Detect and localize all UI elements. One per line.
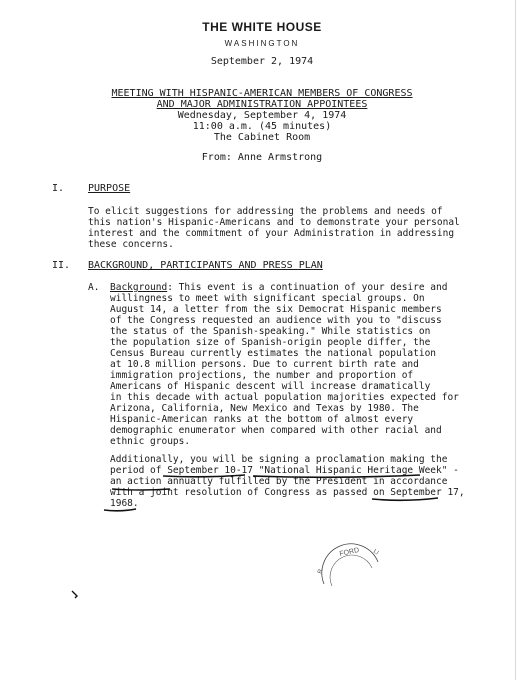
purpose-line: these concerns. — [88, 239, 174, 250]
meeting-day: Wednesday, September 4, 1974 — [177, 110, 347, 121]
background-line: at 10.8 million persons. Due to current birth rate and — [110, 359, 419, 370]
background-line: ethnic groups. — [110, 436, 191, 447]
underline-heritage-week — [253, 475, 420, 477]
stamp-text-top: FORD — [338, 546, 360, 558]
item-letter: A. — [88, 282, 100, 293]
section-2-heading: BACKGROUND, PARTICIPANTS AND PRESS PLAN — [88, 260, 323, 271]
underline-september-10-17 — [163, 475, 245, 477]
background-line: Census Bureau currently estimates the national population — [110, 348, 437, 359]
background-line: Americans of Hispanic descent will increase dramatically — [110, 381, 431, 392]
stamp-text-left: R. — [317, 566, 325, 575]
underline-september-17 — [372, 498, 438, 500]
section-1-number: I. — [52, 183, 65, 194]
purpose-line: To elicit suggestions for addressing the problems and needs of — [88, 206, 443, 217]
additionally-line: with a joint resolution of Congress as passed on September 17, — [110, 487, 465, 498]
meeting-title-line-1: MEETING WITH HISPANIC-AMERICAN MEMBERS OF CONGRESS — [111, 88, 413, 99]
background-line: the population size of Spanish-origin people differ, the — [110, 337, 431, 348]
library-stamp — [316, 538, 386, 606]
meeting-room: The Cabinet Room — [213, 132, 311, 143]
stamp-inner-arc — [330, 555, 372, 586]
purpose-line: interest and the commitment of your Administration in addressing — [88, 228, 455, 239]
background-line: of the Congress requested an audience with you to "discuss — [110, 315, 442, 326]
letterhead-city: WASHINGTON — [224, 39, 300, 48]
stamp-text-right: LI — [371, 548, 380, 557]
background-label: Background — [110, 282, 168, 293]
background-line: Arizona, California, New Mexico and Texas by 1980. The — [110, 403, 419, 414]
meeting-title-line-2: AND MAJOR ADMINISTRATION APPOINTEES — [156, 99, 368, 110]
additionally-line: 1968. — [110, 498, 139, 509]
additionally-line: Additionally, you will be signing a proclamation making the — [110, 454, 448, 465]
underline-action — [112, 489, 170, 490]
additionally-line: an action annually fulfilled by the President in accordance — [110, 476, 448, 487]
background-line: the status of the Spanish-speaking." While statistics on — [110, 326, 431, 337]
memo-from: From: Anne Armstrong — [201, 152, 323, 163]
section-1-heading: PURPOSE — [88, 183, 131, 194]
purpose-line: this nation's Hispanic-Americans and to demonstrate your personal — [88, 217, 460, 228]
additionally-line: period of September 10-17 "National Hispanic Heritage Week" - — [110, 465, 459, 476]
underline-1968 — [104, 509, 136, 511]
memo-date: September 2, 1974 — [210, 56, 314, 67]
background-line: Hispanic-American ranks at the bottom of almost every — [110, 414, 414, 425]
background-line: willingness to meet with significant special groups. On — [110, 293, 425, 304]
meeting-time: 11:00 a.m. (45 minutes) — [192, 121, 332, 132]
stray-pen-mark — [70, 588, 84, 607]
background-line: demographic enumerator when compared with other racial and — [110, 425, 442, 436]
section-2-number: II. — [52, 260, 71, 271]
letterhead-title: THE WHITE HOUSE — [202, 20, 322, 34]
background-line: in this decade with actual population majorities expected for — [110, 392, 459, 403]
background-line: August 14, a letter from the six Democrat Hispanic members — [110, 304, 442, 315]
background-line: immigration projections, the number and proportion of — [110, 370, 414, 381]
background-first-line-text: : This event is a continuation of your desire and — [167, 282, 448, 293]
